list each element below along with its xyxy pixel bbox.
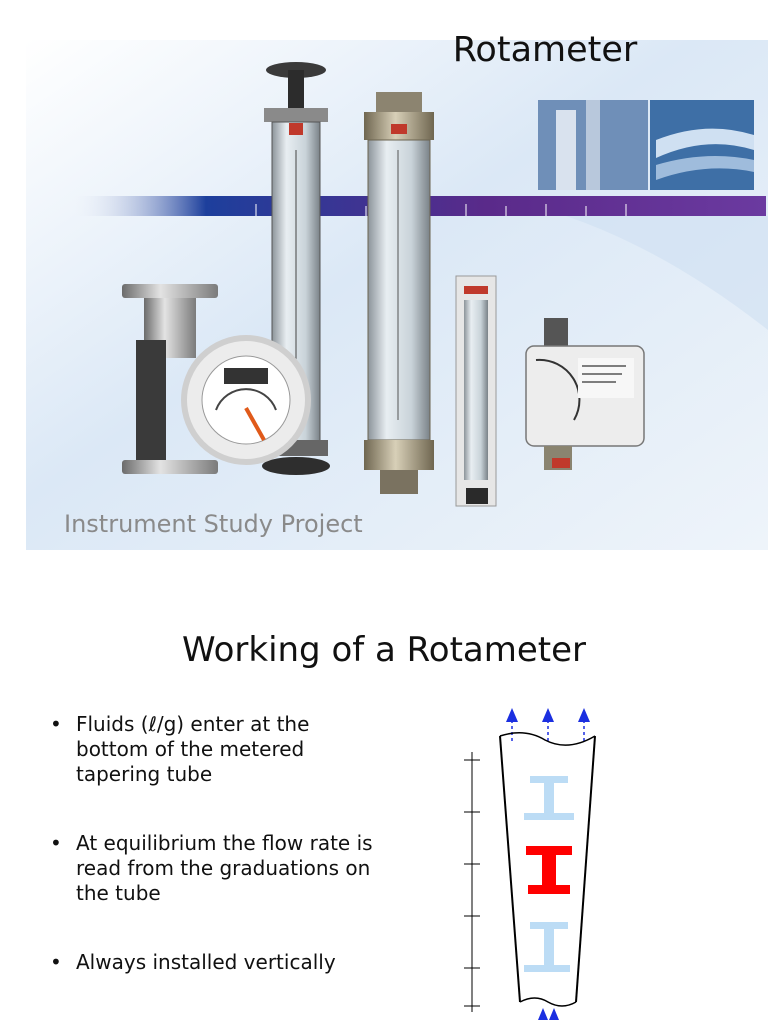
rotameter-product-photo xyxy=(26,0,768,550)
working-slide xyxy=(0,590,768,1024)
slide-title: Rotameter xyxy=(452,30,638,70)
bullet-item: • At equilibrium the flow rate is read from the graduations on the tube xyxy=(50,831,380,906)
float-ghost-lower xyxy=(524,922,570,972)
bullet-list xyxy=(50,712,380,1019)
bullet-item: • Always installed vertically xyxy=(50,950,380,975)
bullet-item: • Fluids (ℓ/g) enter at the bottom of the metered tapering tube xyxy=(50,712,380,787)
graduation-scale xyxy=(464,752,480,1012)
rotameter-diagram xyxy=(450,700,620,1020)
inlet-flow-arrows xyxy=(538,1008,559,1020)
slide-title: Working of a Rotameter xyxy=(181,630,587,670)
outlet-flow-arrows xyxy=(506,708,590,744)
float-equilibrium xyxy=(526,846,572,894)
float-ghost-upper xyxy=(524,776,574,820)
slide-subtitle: Instrument Study Project xyxy=(64,510,363,538)
